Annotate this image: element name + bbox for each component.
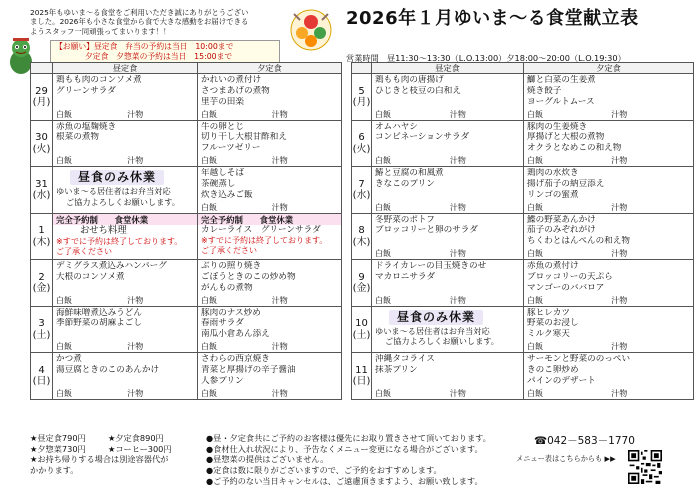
dish: リンゴの蜜煮 — [527, 189, 579, 200]
rice-label: 白飯 — [527, 295, 543, 305]
lunch-cell — [372, 353, 524, 400]
dish: 厚揚げと大根の煮物 — [527, 132, 605, 143]
rice-label: 白飯 — [201, 342, 217, 352]
lunch-cell — [372, 260, 524, 307]
dish: ヨーグルトムース — [527, 96, 595, 107]
dish: 揚げ茄子の納豆添え — [527, 178, 605, 189]
rice-label: 白飯 — [56, 109, 72, 119]
table-row — [31, 120, 342, 167]
closed-note: ご協力よろしくお願いします。 — [385, 336, 499, 346]
dish: きなこのプリン — [375, 178, 435, 189]
date-cell — [352, 213, 372, 260]
lunch-closed-cell — [53, 167, 198, 214]
dinner-header: 夕定食 — [524, 63, 694, 74]
table-row — [352, 213, 694, 260]
rice-label: 白飯 — [56, 156, 72, 166]
day-of-week: (月) — [352, 97, 371, 108]
reserve-warning: ※すでに予約は終了しております。 — [56, 237, 183, 246]
date-cell — [352, 353, 372, 400]
date-cell — [352, 306, 372, 353]
dish: 人参プリン — [201, 375, 244, 386]
day-number: 8 — [358, 225, 365, 236]
dinner-cell — [524, 120, 694, 167]
table-row — [31, 167, 342, 214]
dinner-cell — [524, 306, 694, 353]
rice-label: 白飯 — [527, 388, 543, 398]
dish: さわらの西京焼き — [201, 354, 270, 365]
price-item: ★コーヒー300円 — [108, 443, 172, 454]
day-number: 7 — [358, 178, 365, 190]
dish: マカロニサラダ — [375, 271, 436, 282]
table-row — [31, 74, 342, 121]
soup-label: 汁物 — [449, 249, 466, 259]
notice-dinner: 夕定食 夕惣菜の予約は当日 15:00まで — [85, 51, 233, 61]
date-cell — [352, 260, 372, 307]
phone-number: ☎042－583－1770 — [534, 435, 635, 447]
dinner-cell — [524, 74, 694, 121]
dish: ドライカレーの目玉焼きのせ — [375, 261, 487, 272]
soup-label: 汁物 — [271, 156, 288, 166]
table-row — [31, 353, 342, 400]
day-number: 6 — [358, 132, 365, 143]
soup-label: 汁物 — [127, 109, 144, 119]
note-item: ●昼・夕定食共にご予約のお客様は優先にお取り置きさせて頂いております。 — [206, 433, 491, 443]
soup-label: 汁物 — [449, 202, 466, 212]
table-row — [31, 260, 342, 307]
rice-label: 白飯 — [527, 342, 543, 352]
lunch-cell — [53, 306, 198, 353]
dish: 切り干し大根甘酢和え — [201, 132, 287, 143]
closed-note: ゆいま～る居住者はお弁当対応 — [375, 325, 490, 336]
intro-line: ようスタッフ一同頑張ってまいります！！ — [30, 26, 171, 36]
day-of-week: (火) — [352, 143, 371, 155]
business-hours: 営業時間 昼11:30～13:30（L.O.13:00）夕18:00～20:00（L.O.19:30） — [346, 53, 626, 63]
dish: 根菜の煮物 — [56, 132, 99, 143]
dish: カレーライス グリーンサラダ — [201, 225, 321, 236]
dish: がんもの煮物 — [201, 282, 253, 293]
day-of-week: (火) — [32, 143, 51, 155]
soup-label: 汁物 — [449, 109, 466, 119]
dish: 炊き込みご飯 — [201, 189, 253, 200]
soup-label: 汁物 — [271, 295, 288, 305]
dish: かつ煮 — [56, 354, 82, 365]
dish: 焼き餃子 — [527, 85, 562, 96]
page-title: 2026年１月ゆいま～る食堂献立表 — [346, 8, 639, 29]
soup-label: 汁物 — [127, 295, 144, 305]
day-number: 9 — [358, 271, 365, 283]
date-cell — [31, 120, 53, 167]
soup-label: 汁物 — [611, 156, 628, 166]
note-item: ●定食は数に限りがございますので、ご予約をおすすめします。 — [206, 464, 442, 475]
day-of-week: (日) — [352, 376, 371, 387]
dish: 湯豆腐ときのこのあんかけ — [56, 364, 160, 375]
dish: ブロッコリーと卵のサラダ — [375, 225, 478, 236]
dish: ミルク寒天 — [527, 329, 570, 340]
date-cell — [352, 167, 372, 214]
soup-label: 汁物 — [127, 388, 144, 398]
dish: 赤魚の塩麹焼き — [56, 121, 117, 132]
closed-title: 昼食のみ休業 — [389, 310, 483, 325]
dish: 春雨サラダ — [201, 318, 244, 329]
table-row — [352, 260, 694, 307]
intro-message — [30, 8, 280, 36]
dish: 豚ヒレカツ — [527, 307, 570, 318]
dish: 南瓜小倉あん添え — [201, 329, 270, 340]
soup-label: 汁物 — [611, 342, 628, 352]
day-of-week: (月) — [32, 97, 51, 108]
rice-label: 白飯 — [375, 295, 391, 305]
reserve-warning: ※すでに予約は終了しております。 — [201, 235, 328, 245]
rice-label: 白飯 — [527, 109, 543, 119]
day-of-week: (木) — [352, 236, 371, 248]
dish: デミグラス煮込みハンバーグ — [56, 261, 167, 272]
date-header — [31, 63, 53, 74]
day-number: 4 — [38, 364, 45, 376]
intro-line: 2025年もゆいま～る食堂をご利用いただき誠にありがとうござい — [30, 8, 249, 17]
rice-label: 白飯 — [56, 295, 72, 305]
dish: ごぼうときのこの炒め物 — [201, 271, 296, 282]
rice-label: 白飯 — [201, 295, 217, 305]
dish: オムハヤシ — [375, 121, 418, 132]
price-item: ★夕惣菜730円 — [30, 443, 86, 454]
dish: マンゴーのババロア — [527, 282, 605, 293]
date-cell — [31, 260, 53, 307]
qr-code-icon[interactable] — [628, 450, 662, 484]
table-header-row — [352, 63, 694, 74]
dish: 茶碗蒸し — [201, 178, 236, 189]
dish: かれいの煮付け — [201, 75, 262, 86]
date-cell — [31, 74, 53, 121]
day-number: 29 — [35, 85, 48, 97]
day-of-week: (金) — [32, 283, 51, 294]
soup-label: 汁物 — [449, 156, 466, 166]
date-cell — [352, 74, 372, 121]
rice-label: 白飯 — [375, 388, 391, 398]
dish: サーモンと野菜ののっぺい — [527, 354, 631, 365]
closed-note: ゆいま～る居住者はお弁当対応 — [56, 186, 171, 197]
intro-line: ました。2026年も小さな食堂から食で大きな感動をお届けできる — [30, 17, 249, 27]
table-row — [31, 306, 342, 353]
dinner-cell — [198, 306, 342, 353]
lunch-cell — [53, 260, 198, 307]
soup-label: 汁物 — [271, 109, 288, 119]
lunch-header: 昼定食 — [372, 63, 524, 74]
day-number: 30 — [35, 132, 48, 143]
rice-label: 白飯 — [375, 202, 391, 212]
soup-label: 汁物 — [611, 295, 628, 305]
lunch-cell — [53, 74, 198, 121]
soup-label: 汁物 — [449, 388, 466, 398]
notice-lunch: 【お願い】昼定食 弁当の予約は当日 10:00まで — [55, 42, 234, 51]
day-number: 10 — [355, 318, 368, 329]
dinner-reserve-cell — [198, 213, 342, 260]
dinner-cell — [524, 213, 694, 260]
dish: 抹茶プリン — [375, 364, 418, 375]
price-item: ★昼定食790円 — [30, 433, 86, 443]
dinner-cell — [198, 74, 342, 121]
dish: パインのデザート — [527, 375, 596, 386]
day-number: 3 — [38, 318, 45, 329]
reserve-warning: ご了承ください — [201, 245, 257, 255]
container-note: ★お持ち帰りする場合は別途容器代が — [30, 454, 169, 465]
lunch-cell — [372, 167, 524, 214]
dish: コンビネーションサラダ — [375, 132, 470, 143]
closed-note: ご協力よろしくお願いします。 — [66, 196, 180, 207]
lunch-cell — [53, 353, 198, 400]
dish: 豚肉の生姜焼き — [527, 121, 588, 132]
rice-label: 白飯 — [527, 249, 543, 259]
table-row — [352, 353, 694, 400]
table-row — [31, 213, 342, 260]
date-cell — [31, 167, 53, 214]
reserve-header: 完全予約制 食堂休業 — [201, 214, 294, 225]
dish: 里芋の田楽 — [201, 96, 244, 107]
day-number: 31 — [35, 178, 48, 190]
day-of-week: (日) — [32, 376, 51, 387]
soup-label: 汁物 — [271, 342, 288, 352]
rice-label: 白飯 — [201, 109, 217, 119]
soup-label: 汁物 — [271, 388, 288, 398]
price-item: ★夕定食890円 — [108, 433, 164, 443]
dish: オクラとなめこの和え物 — [527, 143, 622, 154]
dish: 野菜のお浸し — [527, 318, 579, 329]
rice-label: 白飯 — [527, 156, 543, 166]
dish: 鰆と豆腐の和風煮 — [375, 168, 444, 179]
notes-list — [206, 433, 526, 486]
dish: 鶏もも肉の唐揚げ — [375, 75, 444, 86]
date-header — [352, 63, 372, 74]
rice-label: 白飯 — [201, 388, 217, 398]
dinner-header: 夕定食 — [198, 63, 342, 74]
dish: ちくわとはんぺんの和え物 — [527, 236, 630, 247]
dinner-cell — [524, 167, 694, 214]
soup-label: 汁物 — [271, 202, 288, 212]
dish: 鶏もも肉のコンソメ煮 — [56, 75, 142, 86]
day-number: 5 — [358, 85, 365, 97]
menu-table-right — [351, 62, 694, 400]
dish: さつまあげの煮物 — [201, 85, 270, 96]
dish: 大根のコンソメ煮 — [56, 271, 125, 282]
dish: 鰈の野菜あんかけ — [527, 214, 596, 225]
day-of-week: (水) — [32, 190, 51, 201]
dish: きのこ卵炒め — [527, 364, 579, 375]
reserve-warning: ご了承ください — [56, 247, 112, 256]
new-year-decoration-icon — [286, 6, 336, 54]
dish: 年越しそば — [201, 168, 244, 179]
dinner-cell — [198, 260, 342, 307]
lunch-closed-cell — [372, 306, 524, 353]
table-row — [352, 120, 694, 167]
dish: 茄子のみぞれがけ — [527, 225, 596, 236]
soup-label: 汁物 — [449, 295, 466, 305]
dish: ひじきと枝豆の白和え — [375, 85, 461, 96]
note-item: ●ご予約のない当日キャンセルは、ご遠慮頂きますよう、お願い致します。 — [206, 475, 483, 486]
dish: 鰤と白菜の生姜煮 — [527, 75, 596, 86]
day-of-week: (土) — [32, 329, 51, 341]
soup-label: 汁物 — [127, 342, 144, 352]
dinner-cell — [198, 353, 342, 400]
dish: 季節野菜の胡麻よごし — [56, 318, 142, 329]
price-list — [30, 433, 200, 476]
date-cell — [31, 353, 53, 400]
dish: 牛の卵とじ — [201, 121, 244, 132]
soup-label: 汁物 — [127, 156, 144, 166]
rice-label: 白飯 — [527, 202, 543, 212]
container-note: かかります。 — [30, 464, 79, 475]
date-cell — [31, 213, 53, 260]
rice-label: 白飯 — [375, 156, 391, 166]
lunch-reserve-cell — [53, 213, 198, 260]
dish: 鶏肉の水炊き — [527, 168, 579, 179]
dinner-cell — [524, 353, 694, 400]
note-item: ●食材仕入れ状況により、予告なくメニュー変更になる場合がございます。 — [206, 443, 483, 454]
reservation-notice — [50, 40, 280, 63]
day-number: 11 — [355, 364, 368, 376]
rice-label: 白飯 — [201, 202, 217, 212]
closed-title: 昼食のみ休業 — [70, 170, 164, 185]
menu-table-left — [30, 62, 342, 400]
rice-label: 白飯 — [56, 342, 72, 352]
dinner-cell — [198, 167, 342, 214]
soup-label: 汁物 — [611, 249, 628, 259]
rice-label: 白飯 — [375, 109, 391, 119]
note-item: ●昼惣菜の提供はございません。 — [206, 454, 329, 465]
dish: おせち料理 — [80, 225, 127, 237]
qr-caption: メニュー表はこちらからも ▶▶ — [516, 454, 616, 463]
rice-label: 白飯 — [201, 156, 217, 166]
dish: 沖縄タコライス — [375, 354, 435, 365]
lunch-header: 昼定食 — [53, 63, 198, 74]
dish: ブロッコリーの天ぷら — [527, 271, 613, 282]
table-header-row — [31, 63, 342, 74]
dish: 青菜と厚揚げの辛子醤油 — [201, 364, 296, 375]
lunch-cell — [372, 120, 524, 167]
day-number: 1 — [38, 225, 45, 236]
day-number: 2 — [38, 271, 45, 283]
table-row — [352, 74, 694, 121]
dinner-cell — [524, 260, 694, 307]
soup-label: 汁物 — [611, 388, 628, 398]
soup-label: 汁物 — [611, 109, 628, 119]
lunch-cell — [53, 120, 198, 167]
dish: グリーンサラダ — [56, 85, 116, 96]
table-row — [352, 306, 694, 353]
rice-label: 白飯 — [375, 249, 391, 259]
dish: 豚肉のナス炒め — [201, 307, 261, 318]
soup-label: 汁物 — [611, 202, 628, 212]
day-of-week: (木) — [32, 236, 51, 248]
table-row — [352, 167, 694, 214]
day-of-week: (金) — [352, 283, 371, 294]
lunch-cell — [372, 74, 524, 121]
date-cell — [31, 306, 53, 353]
dish: 海鮮味噌煮込みうどん — [56, 307, 142, 318]
day-of-week: (水) — [352, 190, 371, 201]
day-of-week: (土) — [352, 329, 371, 341]
dish: ぶりの照り焼き — [201, 261, 262, 272]
dish: 冬野菜のポトフ — [375, 214, 435, 225]
dinner-cell — [198, 120, 342, 167]
dish: フルーツゼリー — [201, 143, 261, 154]
date-cell — [352, 120, 372, 167]
lunch-cell — [372, 213, 524, 260]
reserve-header: 完全予約制 食堂休業 — [56, 214, 149, 225]
rice-label: 白飯 — [56, 388, 72, 398]
dish: 赤魚の煮付け — [527, 261, 579, 272]
